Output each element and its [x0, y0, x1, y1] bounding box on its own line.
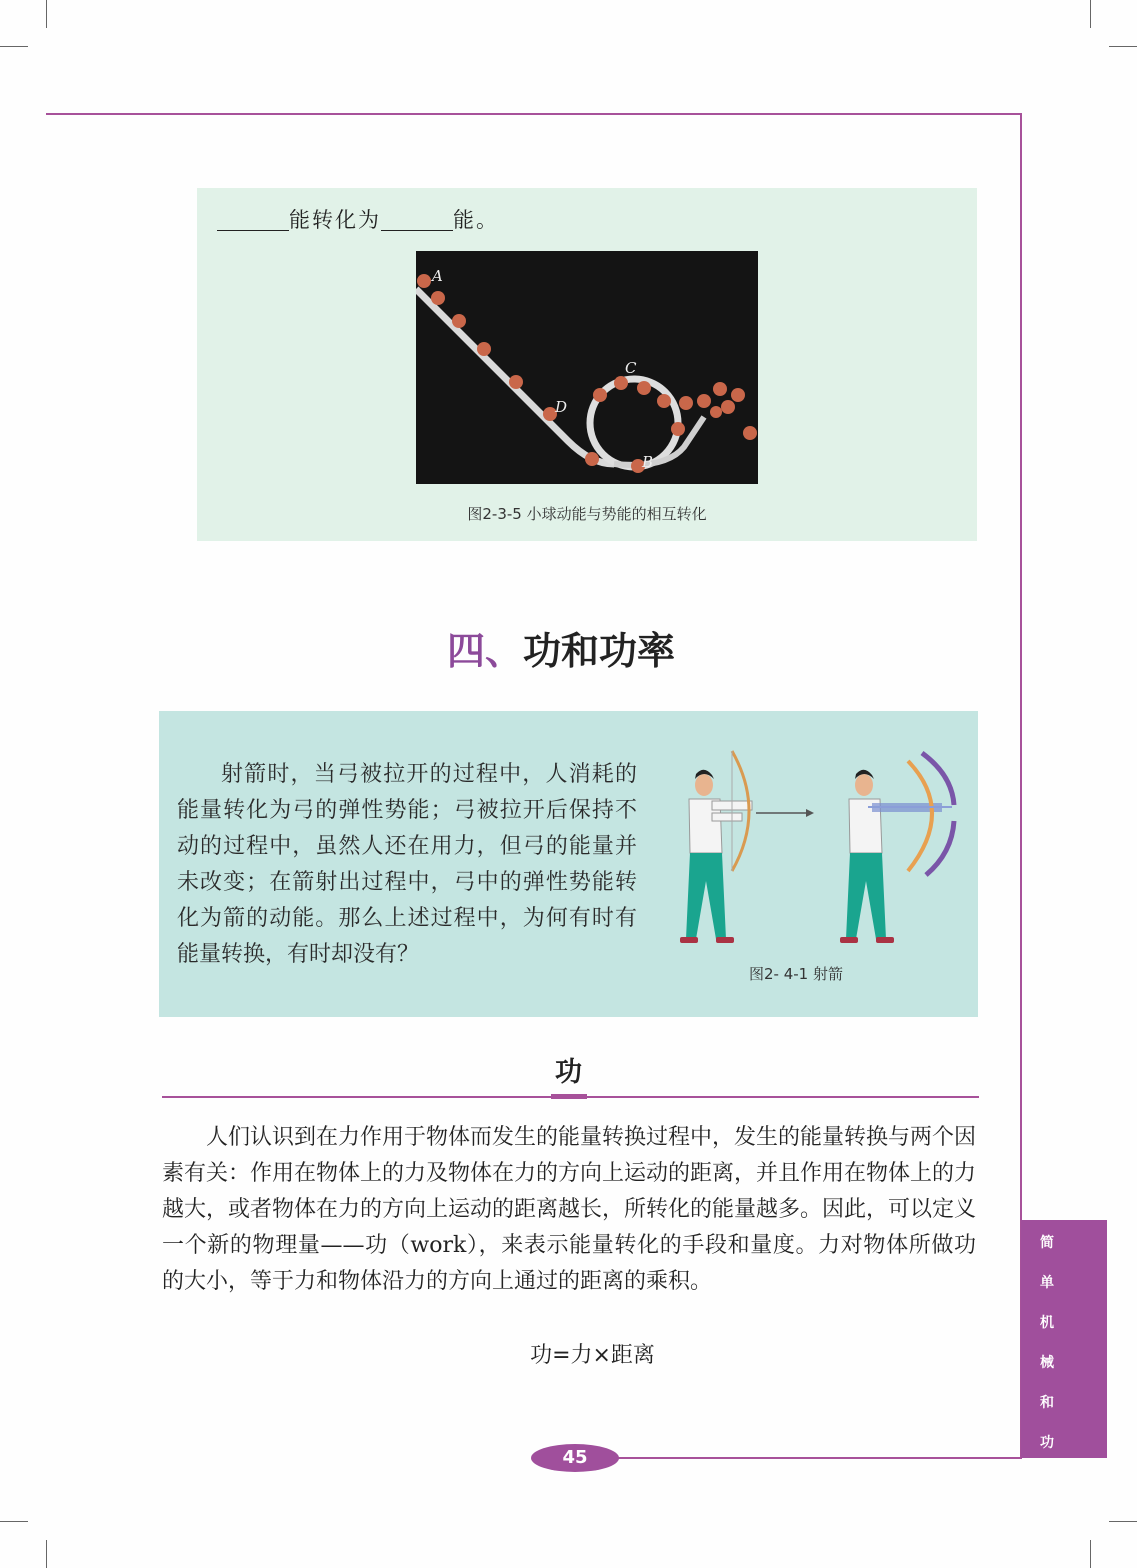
side-tab-char: 机	[1040, 1315, 1054, 1331]
crop-mark	[46, 0, 47, 28]
crop-mark	[1109, 1521, 1137, 1522]
fill-in-blank-line	[217, 204, 499, 234]
fill-text-2: 能。	[453, 208, 499, 232]
side-tab-char: 简	[1040, 1235, 1054, 1251]
point-label-d: D	[555, 398, 568, 416]
section-number: 四、	[447, 628, 524, 673]
subsection-title	[0, 1050, 1137, 1089]
section-title-text: 功和功率	[523, 628, 676, 673]
crop-mark	[0, 46, 28, 47]
subsection-title-text: 功	[555, 1057, 582, 1088]
intro-paragraph: 射箭时，当弓被拉开的过程中，人消耗的能量转化为弓的弹性势能；弓被拉开后保持不动的过程中，虽然人还在用力，但弓的能量并未改变；在箭射出过程中，弓中的弹性势能转化为箭的动能。那么上述过程中，为何有时有能量转换，有时却没有？	[177, 762, 637, 967]
crop-mark	[1090, 0, 1091, 28]
crop-mark	[0, 1521, 28, 1522]
section-title	[447, 620, 675, 675]
page-frame-top	[46, 113, 1022, 115]
side-tab-char: 单	[1040, 1275, 1054, 1291]
archer-figure-2	[840, 753, 954, 943]
intro-box	[159, 711, 978, 1017]
archer-figure-1	[680, 751, 752, 943]
exercise-box	[197, 188, 977, 541]
body-paragraph: 人们认识到在力作用于物体而发生的能量转换过程中，发生的能量转换与两个因素有关：作用在物体上的力及物体在力的方向上运动的距离，并且作用在物体上的力越大，或者物体在力的方向上运动的距离越长，所转化的能量越多。因此，可以定义一个新的物理量——功（work），来表示能量转化的手段和量度。力对物体所做功的大小，等于力和物体沿力的方向上通过的距离的乘积。	[162, 1125, 977, 1294]
figure-caption: 图2- 4-1 射箭	[749, 965, 843, 983]
point-label-a: A	[432, 267, 443, 285]
loop-track-photo	[416, 251, 758, 484]
side-tab-char: 功	[1040, 1435, 1054, 1451]
crop-mark	[1090, 1540, 1091, 1568]
chapter-side-tab[interactable]	[1021, 1220, 1107, 1458]
point-label-b: B	[642, 453, 654, 471]
formula: 功=力×距离	[530, 1343, 655, 1368]
fill-text-1: 能转化为	[289, 208, 381, 232]
side-tab-char: 和	[1040, 1395, 1054, 1411]
answer-blank[interactable]	[381, 209, 453, 231]
answer-blank[interactable]	[217, 209, 289, 231]
point-label-c: C	[625, 359, 637, 377]
page-number: 45	[531, 1444, 619, 1472]
crop-mark	[46, 1540, 47, 1568]
side-tab-char: 械	[1040, 1355, 1054, 1371]
archery-illustration	[656, 741, 966, 960]
page-bottom-rule	[598, 1457, 1022, 1459]
figure-caption: 图2-3-5 小球动能与势能的相互转化	[467, 505, 707, 523]
crop-mark	[1109, 46, 1137, 47]
subsection-rule-accent	[551, 1094, 587, 1099]
